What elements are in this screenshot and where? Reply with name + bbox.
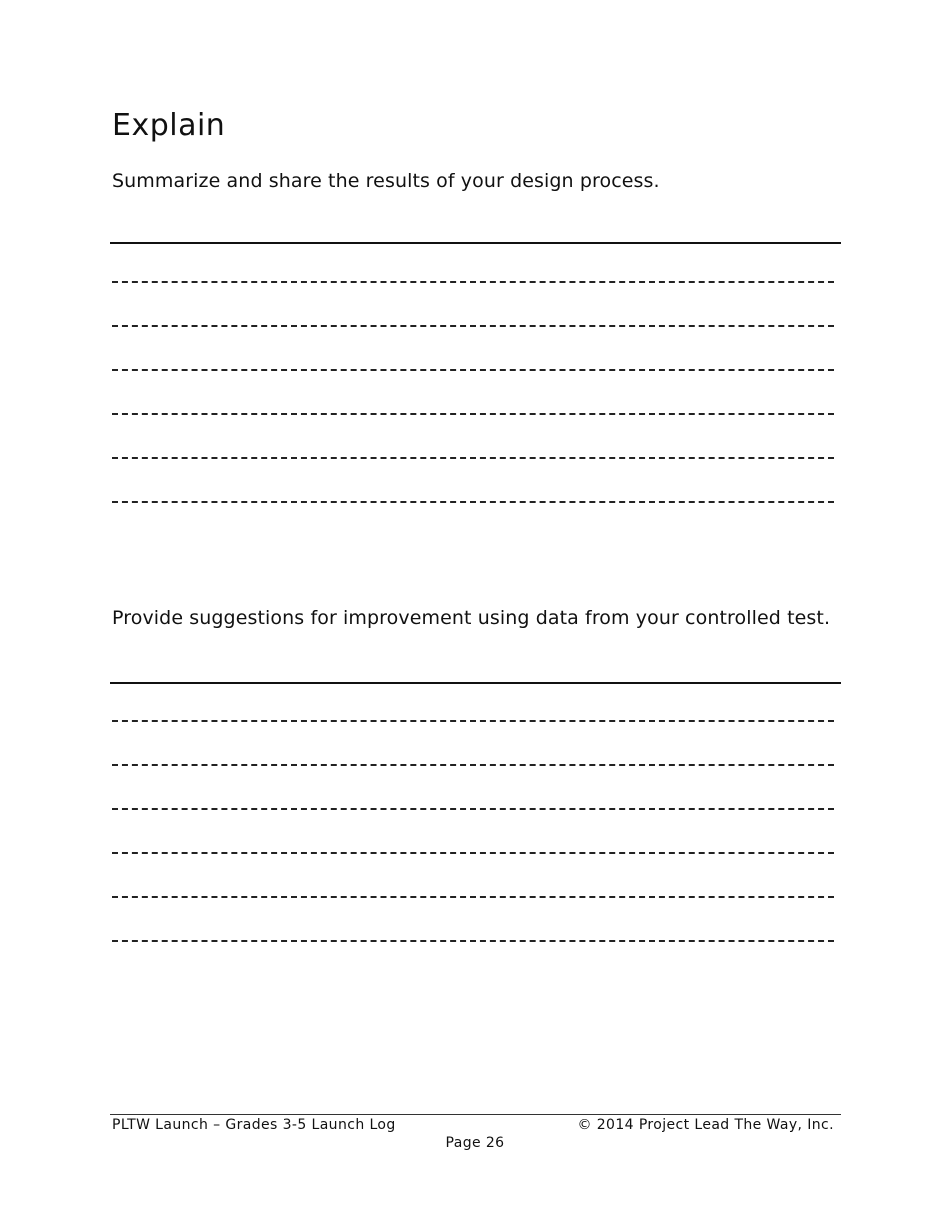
answer-line bbox=[112, 940, 834, 942]
answer-line bbox=[112, 808, 834, 810]
answer-line bbox=[112, 457, 834, 459]
answer-line bbox=[112, 281, 834, 283]
answer-line bbox=[112, 764, 834, 766]
footer-page-number: Page 26 bbox=[445, 1135, 505, 1151]
answer-line bbox=[112, 501, 834, 503]
footer-copyright: © 2014 Project Lead The Way, Inc. bbox=[577, 1117, 834, 1133]
footer-divider bbox=[110, 1114, 841, 1115]
answer-line bbox=[112, 896, 834, 898]
answer-line bbox=[112, 369, 834, 371]
answer-rule-suggestions bbox=[110, 682, 841, 684]
answer-line bbox=[112, 325, 834, 327]
page-title: Explain bbox=[112, 108, 226, 143]
prompt-suggest-improvements: Provide suggestions for improvement using data from your controlled test. bbox=[112, 607, 831, 629]
footer-course-title: PLTW Launch – Grades 3-5 Launch Log bbox=[112, 1117, 396, 1133]
answer-line bbox=[112, 852, 834, 854]
answer-line bbox=[112, 720, 834, 722]
prompt-summarize-results: Summarize and share the results of your design process. bbox=[112, 170, 660, 192]
answer-line bbox=[112, 413, 834, 415]
answer-rule-summarize bbox=[110, 242, 841, 244]
